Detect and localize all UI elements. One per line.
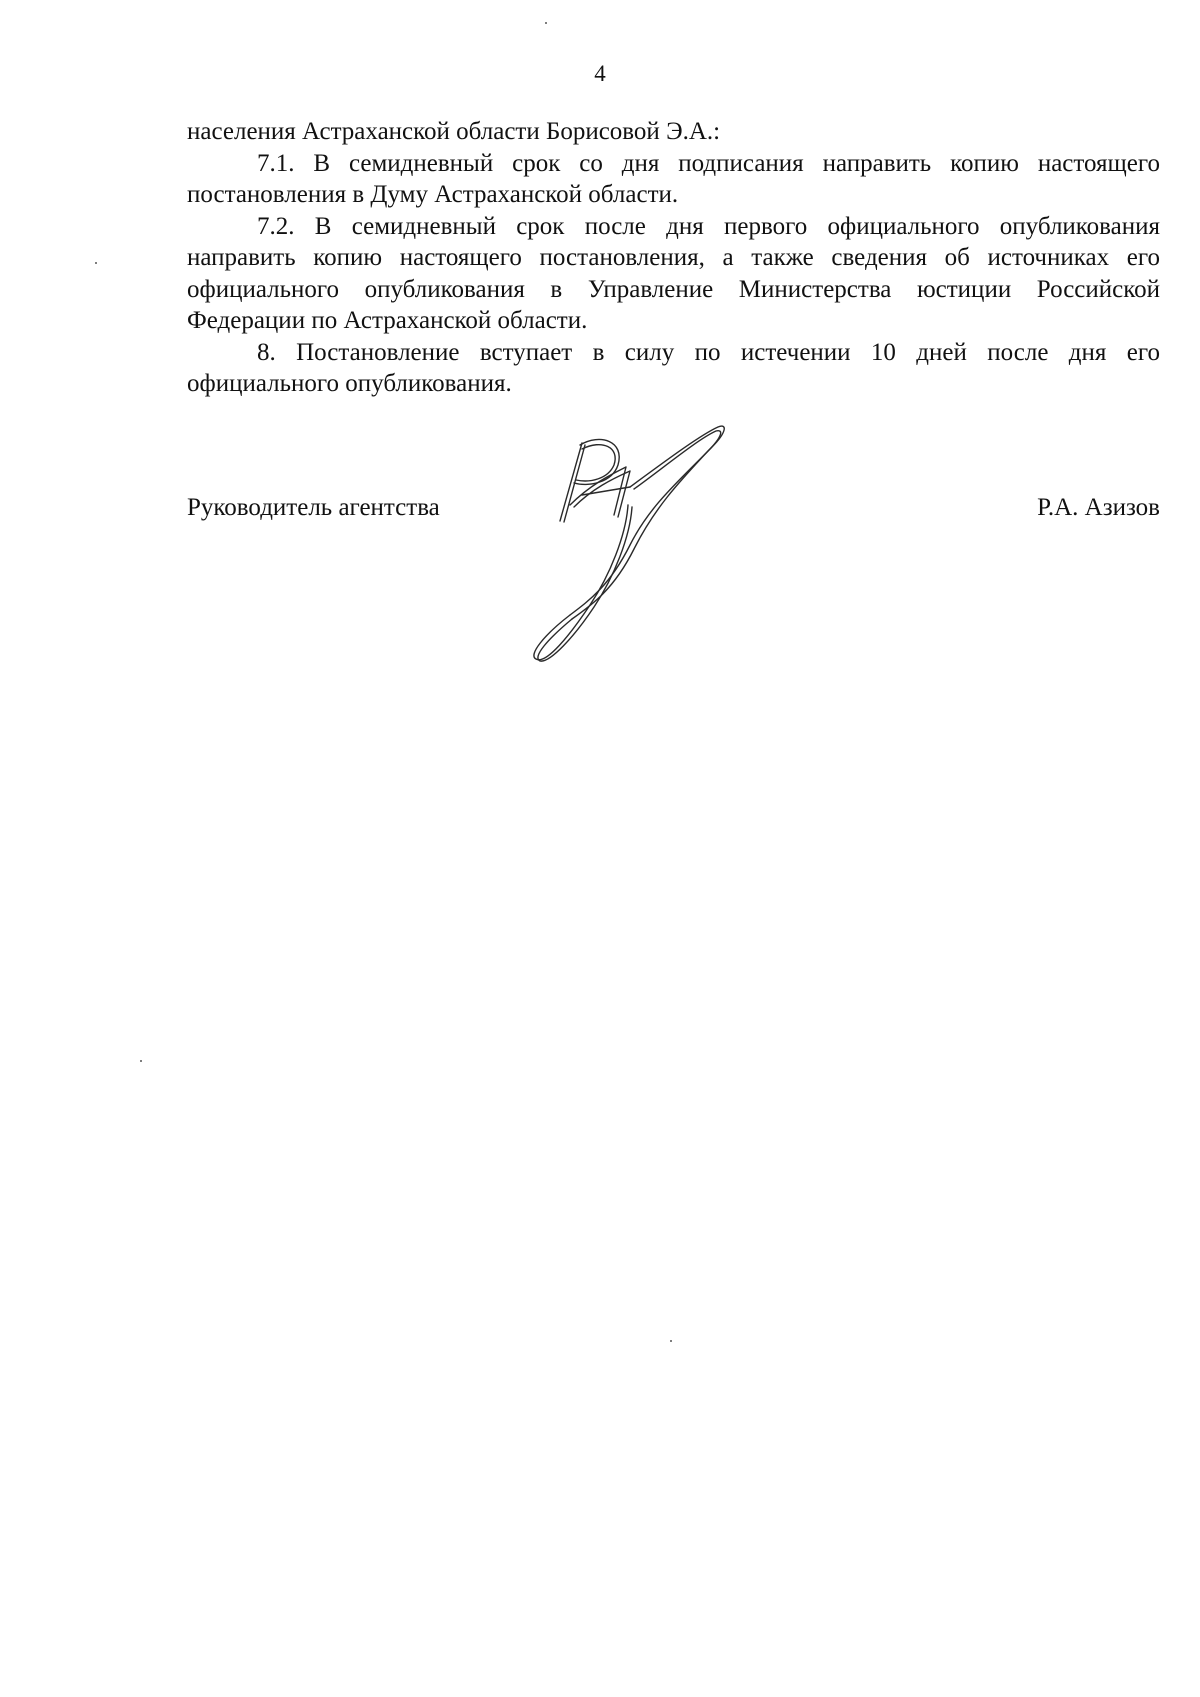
scan-speck bbox=[545, 22, 547, 24]
signatory-name: Р.А. Азизов bbox=[1037, 494, 1160, 521]
scan-speck bbox=[95, 262, 97, 264]
body-text bbox=[187, 116, 1160, 400]
scan-speck bbox=[670, 1340, 672, 1342]
paragraph-7-1: 7.1. В семидневный срок со дня подписания направить копию настоящего постановления в Думу Астраханской области. bbox=[187, 149, 1160, 208]
page-number: 4 bbox=[594, 61, 606, 86]
signatory-position: Руководитель агентства bbox=[187, 494, 440, 521]
paragraph-7-2: 7.2. В семидневный срок после дня первого официального опубликования направить копию настоящего постановления, а также сведения об источниках его официального опубликования в Управление Министерства юстиции Российской Федерации по Астраханской области. bbox=[187, 212, 1160, 334]
handwritten-signature bbox=[530, 425, 800, 665]
paragraph-continuation: населения Астраханской области Борисовой Э.А.: bbox=[187, 118, 721, 145]
paragraph-8: 8. Постановление вступает в силу по истечении 10 дней после дня его официального опубликования. bbox=[187, 338, 1160, 397]
scan-speck bbox=[140, 1060, 142, 1062]
